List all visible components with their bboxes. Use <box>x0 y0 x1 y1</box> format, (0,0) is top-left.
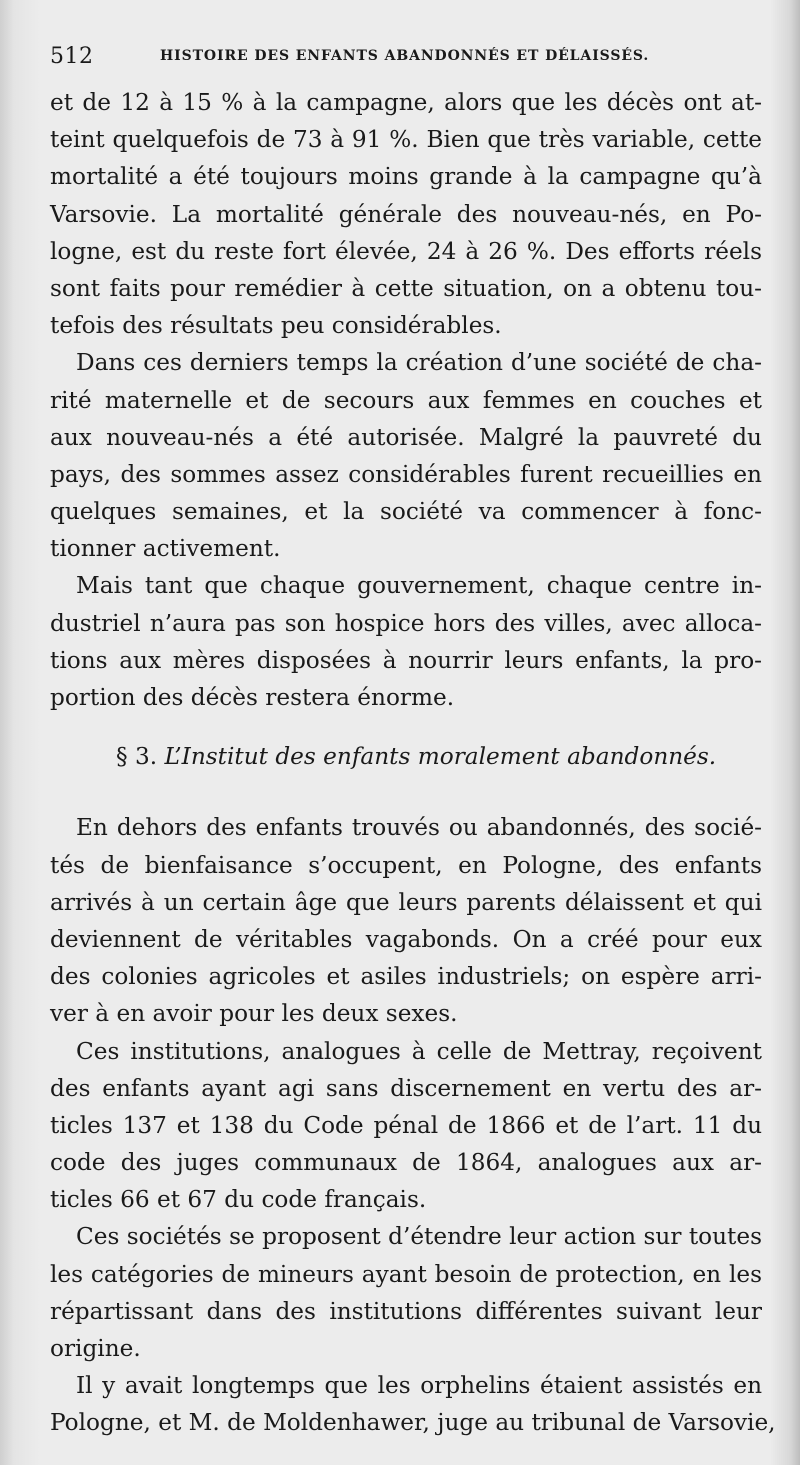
section-number: § 3. <box>116 743 158 771</box>
paragraph <box>50 1033 762 1219</box>
text-line: Dans ces derniers temps la création d’une société de cha- <box>76 349 762 377</box>
text-line: Ces institutions, analogues à celle de Mettray, reçoivent <box>76 1037 762 1065</box>
text-line: dustriel n’aura pas son hospice hors des villes, avec alloca- <box>50 609 762 637</box>
text-line: pays, des sommes assez considérables furent recueillies en <box>50 460 762 488</box>
text-line: les catégories de mineurs ayant besoin de protection, en les <box>50 1260 762 1288</box>
text-line: tionner activement. <box>50 535 281 563</box>
text-line: répartissant dans des institutions différentes suivant leur <box>50 1297 762 1325</box>
text-line: des colonies agricoles et asiles industriels; on espère arri- <box>50 963 762 991</box>
running-title: HISTOIRE DES ENFANTS ABANDONNÉS ET DÉLAISSÉS. <box>160 48 650 64</box>
text-line: origine. <box>50 1335 141 1362</box>
text-line: deviennent de véritables vagabonds. On a créé pour eux <box>50 925 762 953</box>
text-line: tés de bienfaisance s’occupent, en Pologne, des enfants <box>50 851 762 879</box>
paragraph <box>50 1218 762 1367</box>
text-line: logne, est du reste fort élevée, 24 à 26 %. Des efforts réels <box>50 237 762 265</box>
text-line: ticles 66 et 67 du code français. <box>50 1186 427 1214</box>
text-line: teint quelquefois de 73 à 91 %. Bien que très variable, cette <box>50 126 762 154</box>
text-line: tefois des résultats peu considérables. <box>50 312 502 340</box>
paragraph <box>50 84 762 344</box>
text-line: En dehors des enfants trouvés ou abandonnés, des socié- <box>76 814 762 842</box>
text-line: Pologne, et M. de Moldenhawer, juge au tribunal de Varsovie, <box>50 1409 776 1437</box>
text-line: et de 12 à 15 % à la campagne, alors que les décès ont at- <box>50 89 762 116</box>
text-line: mortalité a été toujours moins grande à la campagne qu’à <box>50 163 762 191</box>
text-line: Mais tant que chaque gouvernement, chaque centre in- <box>76 572 762 600</box>
text-line: aux nouveau-nés a été autorisée. Malgré la pauvreté du <box>50 423 762 451</box>
page-body <box>50 84 776 1442</box>
text-line: Varsovie. La mortalité générale des nouveau-nés, en Po- <box>50 200 762 228</box>
paragraph <box>50 344 762 567</box>
paragraph <box>50 567 762 716</box>
text-line: sont faits pour remédier à cette situation, on a obtenu tou- <box>50 274 762 302</box>
section-heading <box>50 738 762 775</box>
text-line: quelques semaines, et la société va commencer à fonc- <box>50 498 762 526</box>
section-title: L’Institut des enfants moralement abandonnés. <box>164 743 717 771</box>
text-line: arrivés à un certain âge que leurs parents délaissent et qui <box>50 888 762 916</box>
text-line: code des juges communaux de 1864, analogues aux ar- <box>50 1149 762 1177</box>
text-line: portion des décès restera énorme. <box>50 684 455 711</box>
paragraph <box>50 809 762 1032</box>
text-line: ver à en avoir pour les deux sexes. <box>50 1000 458 1028</box>
paragraph <box>50 1367 776 1441</box>
text-line: Il y avait longtemps que les orphelins étaient assistés en <box>76 1372 762 1400</box>
text-line: Ces sociétés se proposent d’étendre leur action sur toutes <box>76 1223 762 1251</box>
text-line: rité maternelle et de secours aux femmes en couches et <box>50 386 762 414</box>
text-line: ticles 137 et 138 du Code pénal de 1866 et de l’art. 11 du <box>50 1111 762 1139</box>
text-line: des enfants ayant agi sans discernement en vertu des ar- <box>50 1074 762 1102</box>
text-line: tions aux mères disposées à nourrir leurs enfants, la pro- <box>50 646 762 674</box>
page-number: 512 <box>50 44 94 69</box>
